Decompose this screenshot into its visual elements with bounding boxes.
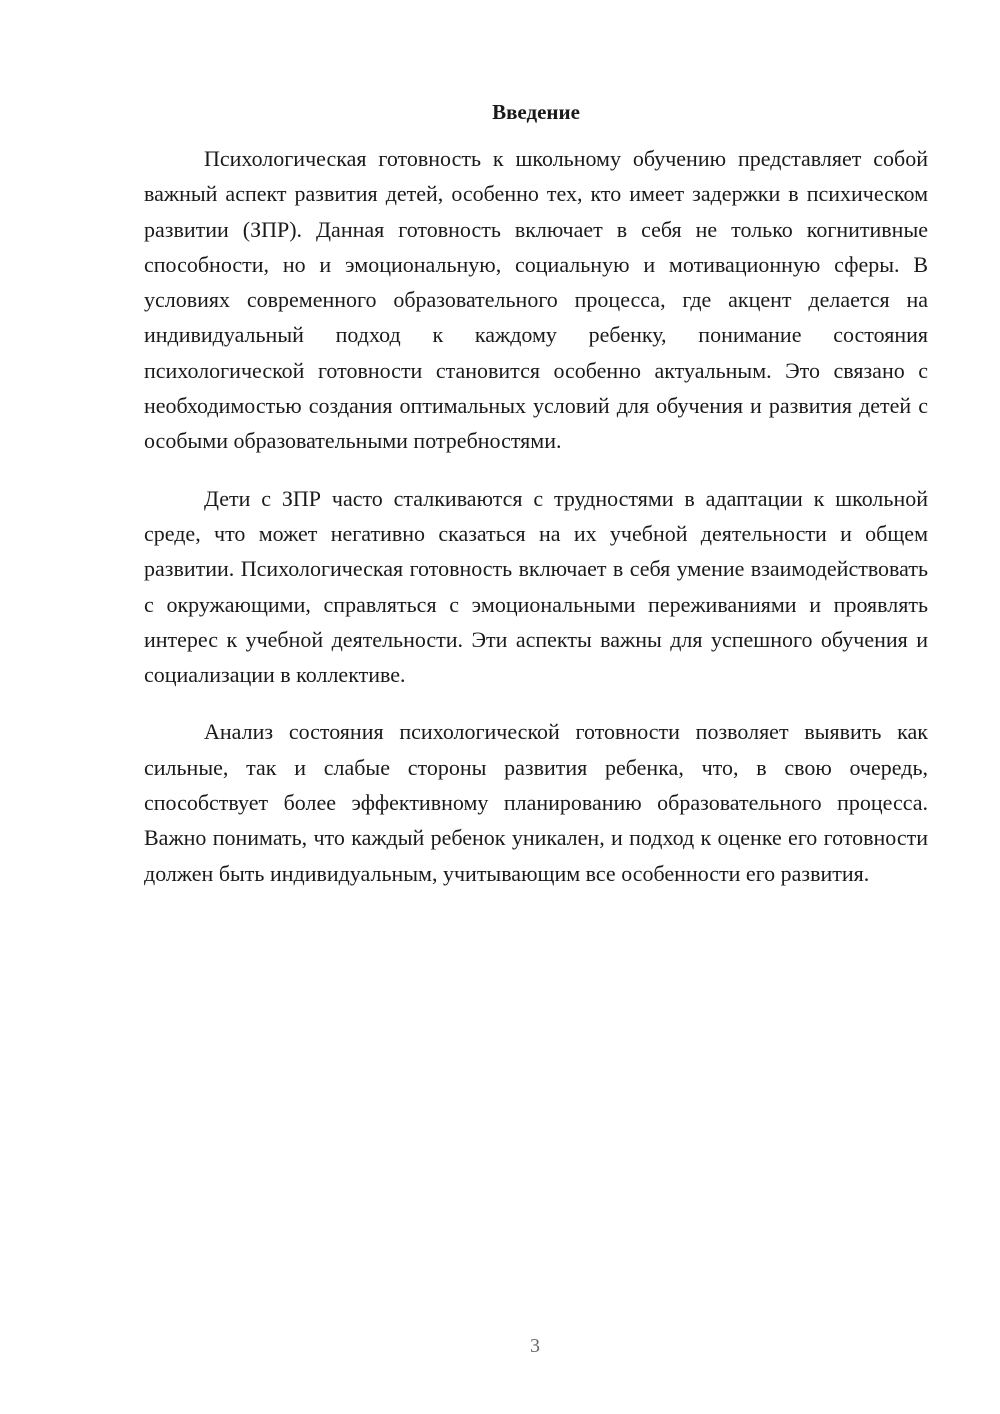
paragraph-1: Психологическая готовность к школьному обучению представляет собой важный аспект развития детей, особенно тех, кто имеет задержки в психическом развитии (ЗПР). Данная готовность включает в себя не только когнитивные способности, но и эмоциональную, социальную и мотивационную сферы. В условиях современного образовательного процесса, где акцент делается на индивидуальный подход к каждому ребенку, понимание состояния психологической готовности становится особенно актуальным. Это связано с необходимостью создания оптимальных условий для обучения и развития детей с особыми образовательными потребностями. xyxy=(144,146,928,454)
paragraph-3: Анализ состояния психологической готовности позволяет выявить как сильные, так и слабые стороны развития ребенка, что, в свою очередь, способствует более эффективному планированию образовательного процесса. Важно понимать, что каждый ребенок уникален, и подход к оценке его готовности должен быть индивидуальным, учитывающим все особенности его развития. xyxy=(144,719,928,886)
page-title: Введение xyxy=(492,100,580,124)
paragraph-2: Дети с ЗПР часто сталкиваются с трудностями в адаптации к школьной среде, что может негативно сказаться на их учебной деятельности и общем развитии. Психологическая готовность включает в себя умение взаимодействовать с окружающими, справляться с эмоциональными переживаниями и проявлять интерес к учебной деятельности. Эти аспекты важны для успешного обучения и социализации в коллективе. xyxy=(144,485,928,688)
page-number: 3 xyxy=(530,1335,540,1357)
document-body xyxy=(144,141,928,913)
